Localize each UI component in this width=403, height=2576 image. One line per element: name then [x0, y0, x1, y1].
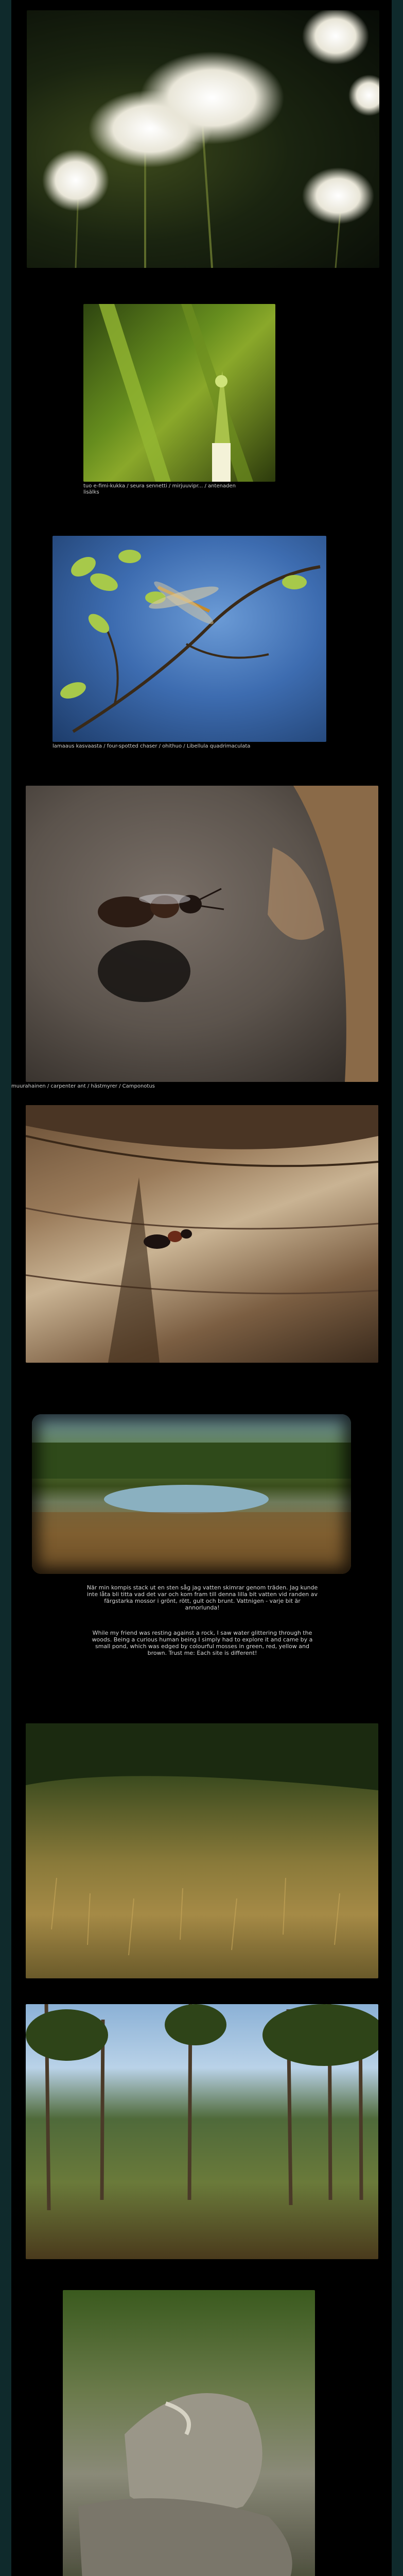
cottongrass-photo[interactable] [27, 10, 379, 268]
photo-block-pine-forest [11, 2004, 392, 2259]
rocks-photo[interactable] [63, 2290, 315, 2576]
pond-text-english: While my friend was resting against a rock, I saw water glittering through the woods. Being a curious human being I simply had to explore it and came by a small pond, which was edged by colourful mosses in green, red, yellow and brown. Trust me: Each site is different! [92, 1630, 313, 1656]
ant-closeup-photo[interactable] [26, 786, 378, 1082]
ant-closeup-caption: muurahainen / carpenter ant / hästmyrer / Camponotus [11, 1083, 155, 1089]
pond-text-swedish: När min kompis stack ut en sten såg jag vatten skimrar genom träden. Jag kunde inte låta bli titta vad det var och kom fram till denna lilla bit vatten vid randen av färgstarka mossor i grönt, rött, gult och brunt. Vattnigen - varje bit är annorlunda! [86, 1584, 318, 1611]
ant-wood-illustration [26, 1105, 378, 1363]
photo-block-bud [11, 304, 392, 495]
photo-block-cottongrass [11, 10, 392, 268]
photo-block-rocks [11, 2290, 392, 2576]
rocks-illustration [63, 2290, 315, 2576]
photo-page [11, 0, 392, 2576]
bud-photo[interactable] [83, 304, 275, 482]
pond-photo[interactable] [32, 1414, 351, 1574]
pine-forest-illustration [26, 2004, 378, 2259]
dragonfly-illustration [147, 577, 220, 629]
photo-block-branch [11, 536, 392, 757]
forest-floor-illustration [26, 1723, 378, 1978]
forest-floor-photo[interactable] [26, 1723, 378, 1978]
cottongrass-illustration [27, 10, 379, 268]
bud-caption: tuo e-fimi-kukka / seura sennetti / mirjuuvipr... / antenaden lisälks [83, 483, 236, 495]
branch-illustration [52, 536, 326, 742]
ant-wood-photo[interactable] [26, 1105, 378, 1363]
photo-block-ant-wood [11, 1105, 392, 1363]
branch-photo[interactable] [52, 536, 326, 742]
ant-closeup-illustration [26, 786, 378, 1082]
branch-caption: lamaaus kasvaasta / four-spotted chaser / ohithuo / Libellula quadrimaculata [52, 743, 251, 749]
pine-forest-photo[interactable] [26, 2004, 378, 2259]
photo-block-forest-floor [11, 1723, 392, 1978]
photo-block-pond [11, 1414, 392, 1667]
pond-vignette [32, 1414, 351, 1574]
bud-illustration [83, 304, 275, 482]
photo-block-ant-closeup [11, 786, 392, 1092]
